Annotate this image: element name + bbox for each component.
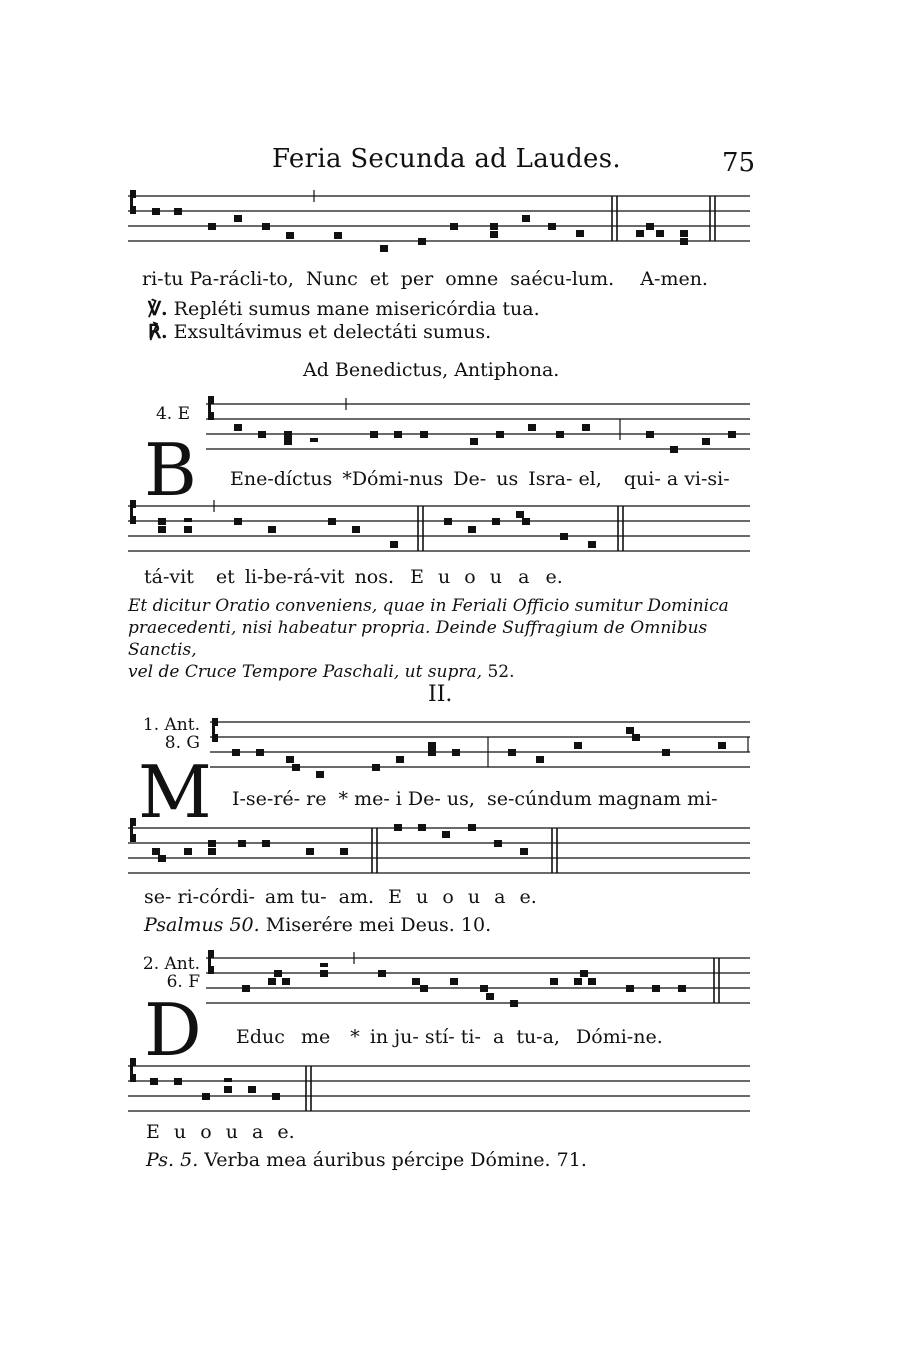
syllable: el, <box>578 468 602 490</box>
psalm-page: 10. <box>460 914 492 936</box>
psalm-label: Ps. 5. <box>146 1149 199 1171</box>
response-line <box>148 321 491 343</box>
syllable: omne <box>445 268 499 290</box>
syllable: * <box>342 468 352 490</box>
psalm-reference <box>146 1149 587 1171</box>
section-numeral: II. <box>428 682 453 707</box>
syllable: tu- <box>516 1026 543 1048</box>
lyrics-line <box>144 566 563 588</box>
syllable: e. <box>277 1121 295 1143</box>
lyrics-line <box>232 788 718 810</box>
syllable: ju- <box>394 1026 419 1048</box>
syllable: per <box>400 268 434 290</box>
staff-lines <box>206 950 750 1020</box>
syllable: qui- <box>623 468 661 490</box>
psalm-reference <box>144 914 491 936</box>
mode-label: 2. Ant. 6. F <box>142 954 200 992</box>
staff-lines <box>128 498 750 568</box>
syllable: e. <box>545 566 563 588</box>
page-number: 75 <box>722 148 756 178</box>
syllable: a <box>518 566 530 588</box>
syllable: De- <box>407 788 441 810</box>
syllable: a <box>252 1121 264 1143</box>
syllable: Ene-díctus <box>230 468 333 490</box>
syllable: am <box>264 886 295 908</box>
staff-lines <box>128 820 750 890</box>
psalm-incipit: Verba mea áuribus pércipe Dómine. <box>204 1149 551 1171</box>
syllable: Nunc <box>305 268 358 290</box>
syllable: E <box>146 1121 160 1143</box>
syllable: me <box>300 1026 331 1048</box>
syllable: ri-córdi- <box>177 886 255 908</box>
syllable: * <box>350 1026 360 1048</box>
section-heading: Ad Benedictus, Antiphona. <box>303 359 560 381</box>
syllable: re <box>306 788 327 810</box>
rubric-line: Et dicitur Oratio conveniens, quae in Feriali Officio sumitur Dominica <box>128 596 729 616</box>
syllable: u <box>467 886 481 908</box>
syllable: se- <box>144 886 172 908</box>
syllable: Dómi-nus <box>351 468 444 490</box>
syllable: us, <box>446 788 475 810</box>
music-staff <box>206 950 750 1020</box>
versicle-line <box>148 298 540 320</box>
page-title: Feria Secunda ad Laudes. <box>272 144 621 174</box>
syllable: u <box>489 566 503 588</box>
syllable: Dómi-ne. <box>576 1026 663 1048</box>
staff-lines <box>128 1058 750 1128</box>
psalm-incipit: Miserére mei Deus. <box>265 914 455 936</box>
syllable: u <box>225 1121 238 1143</box>
syllable: tu- <box>300 886 327 908</box>
syllable: u <box>416 886 429 908</box>
music-staff <box>210 714 750 784</box>
music-staff <box>128 188 750 258</box>
versicle-text: Repléti sumus mane misericórdia tua. <box>173 298 540 320</box>
syllable: in <box>369 1026 389 1048</box>
syllable: ri-tu Pa-rácli-to, <box>142 268 294 290</box>
syllable: * <box>338 788 349 810</box>
rubric-line: vel de Cruce Tempore Paschali, ut supra, 52. <box>128 662 515 682</box>
initial-letter: B <box>144 428 197 512</box>
syllable: o <box>442 886 454 908</box>
syllable: us <box>496 468 519 490</box>
syllable: u <box>438 566 451 588</box>
psalm-label: Psalmus 50. <box>144 914 260 936</box>
initial-letter: M <box>138 750 212 834</box>
syllable: E <box>410 566 424 588</box>
mode-label: 4. E <box>155 404 190 424</box>
syllable: nos. <box>354 566 395 588</box>
initial-letter: D <box>144 988 202 1072</box>
music-staff <box>206 396 750 466</box>
syllable: De- <box>453 468 487 490</box>
syllable: ti- <box>460 1026 481 1048</box>
syllable: i <box>395 788 402 810</box>
syllable: et <box>369 268 389 290</box>
music-staff <box>128 1058 750 1128</box>
syllable: am. <box>338 886 375 908</box>
syllable: a, <box>542 1026 560 1048</box>
syllable: E <box>388 886 402 908</box>
lyrics-line <box>230 468 730 490</box>
syllable: a <box>494 886 506 908</box>
syllable: Isra- <box>528 468 573 490</box>
syllable: vi-si- <box>684 468 730 490</box>
versicle-symbol: ℣. <box>148 298 168 320</box>
staff-lines <box>128 188 750 258</box>
syllable: se-cúndum <box>486 788 592 810</box>
response-text: Exsultávimus et delectáti sumus. <box>173 321 492 343</box>
lyrics-line <box>146 1121 295 1143</box>
syllable: o <box>200 1121 212 1143</box>
staff-lines <box>210 714 750 784</box>
lyrics-line <box>236 1026 663 1048</box>
syllable: I-se-ré- <box>232 788 301 810</box>
syllable: A- <box>640 268 661 290</box>
syllable: e. <box>519 886 537 908</box>
syllable: stí- <box>424 1026 455 1048</box>
rubric-line: praecedenti, nisi habeatur propria. Deinde Suffragium de Omnibus Sanctis, <box>128 618 708 660</box>
syllable: li-be-rá-vit <box>244 566 345 588</box>
music-staff <box>128 498 750 568</box>
syllable: mi- <box>687 788 718 810</box>
syllable: saécu-lum. <box>510 268 615 290</box>
syllable: tá-vit <box>144 566 194 588</box>
syllable: et <box>215 566 235 588</box>
syllable: magnam <box>597 788 682 810</box>
staff-lines <box>206 396 750 466</box>
syllable: u <box>173 1121 187 1143</box>
syllable: a <box>492 1026 505 1048</box>
music-staff <box>128 820 750 890</box>
lyrics-line <box>142 268 708 290</box>
syllable: o <box>464 566 476 588</box>
rubric <box>128 595 752 683</box>
response-symbol: ℟. <box>148 321 168 343</box>
mode-label: 1. Ant. 8. G <box>142 715 200 753</box>
psalm-page: 71. <box>556 1149 587 1171</box>
syllable: a <box>666 468 679 490</box>
lyrics-line <box>144 886 537 908</box>
syllable: me- <box>354 788 390 810</box>
syllable: Educ <box>236 1026 285 1048</box>
syllable: men. <box>660 268 708 290</box>
